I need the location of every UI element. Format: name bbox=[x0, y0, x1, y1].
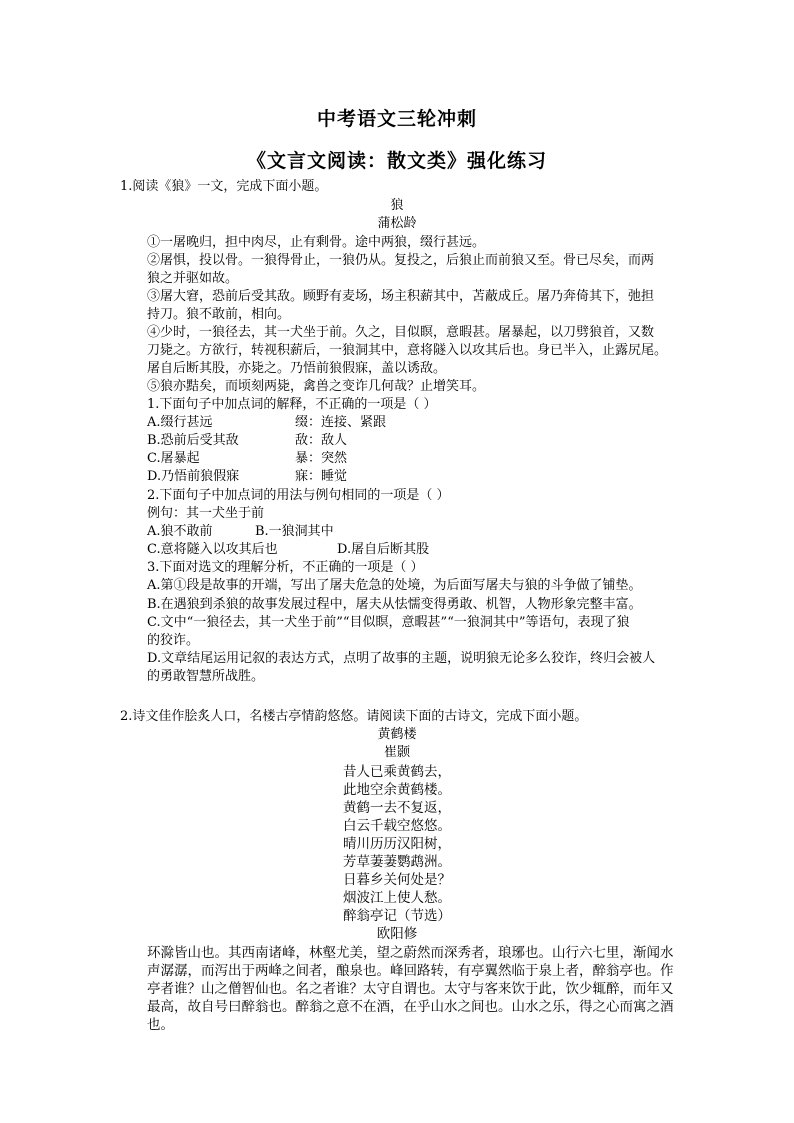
option-d-left: D.乃悟前狼假寐 bbox=[147, 469, 240, 484]
sub-question-3-stem: 3.下面对选文的理解分析，不正确的一项是（ ） bbox=[147, 560, 424, 575]
poem-line: 日暮乡关何处是？ bbox=[343, 872, 451, 888]
poem-line: 此地空余黄鹤楼。 bbox=[343, 782, 451, 798]
essay-line: 亭者谁？山之僧智仙也。名之者谁？太守自谓也。太守与客来饮于此，饮少辄醉，而年又 bbox=[147, 981, 674, 997]
paragraph-line: 狼之并驱如故。 bbox=[147, 271, 239, 286]
poem-line: 晴川历历汉阳树， bbox=[343, 836, 451, 852]
essay-title: 醉翁亭记（节选） bbox=[343, 908, 451, 924]
option-line: B.在遇狼到杀狼的故事发展过程中，屠夫从怯懦变得勇敢、机智，人物形象完整丰富。 bbox=[147, 597, 642, 612]
option-c-left: C.屠暴起 bbox=[147, 451, 200, 466]
sub-question-2-stem: 2.下面句子中加点词的用法与例句相同的一项是（ ） bbox=[147, 488, 450, 503]
paragraph-line: 屠自后断其股，亦毙之。乃悟前狼假寐，盖以诱敌。 bbox=[147, 361, 447, 376]
page-subtitle: 《文言文阅读：散文类》强化练习 bbox=[246, 150, 547, 172]
option-a: A.狼不敢前 bbox=[147, 524, 213, 539]
paragraph-line: ②屠惧，投以骨。一狼得骨止，一狼仍从。复投之，后狼止而前狼又至。骨已尽矣，而两 bbox=[147, 253, 655, 268]
poem-line: 烟波江上使人愁。 bbox=[343, 890, 451, 906]
option-b: B.一狼洞其中 bbox=[255, 524, 334, 539]
option-a-left: A.缀行甚远 bbox=[147, 415, 213, 430]
option-c: C.意将隧入以攻其后也 bbox=[147, 542, 278, 557]
essay-author: 欧阳修 bbox=[376, 926, 418, 942]
paragraph-line: ①一屠晚归，担中肉尽，止有剩骨。途中两狼，缀行甚远。 bbox=[147, 235, 486, 250]
option-line: D.文章结尾运用记叙的表达方式，点明了故事的主题，说明狼无论多么狡诈，终归会被人 bbox=[147, 651, 656, 666]
poem-line: 黄鹤一去不复返， bbox=[343, 800, 451, 816]
option-a-right: 缀：连接、紧跟 bbox=[295, 415, 387, 430]
option-b-right: 敌：敌人 bbox=[295, 433, 348, 448]
option-b-left: B.恐前后受其敌 bbox=[147, 433, 239, 448]
paragraph-line: ③屠大窘，恐前后受其敌。顾野有麦场，场主积薪其中，苫蔽成丘。屠乃奔倚其下，弛担 bbox=[147, 289, 655, 304]
option-line: A.第①段是故事的开端，写出了屠夫危急的处境，为后面写屠夫与狼的斗争做了铺垫。 bbox=[147, 578, 642, 593]
option-line: 的狡诈。 bbox=[147, 633, 200, 648]
example-sentence: 例句：其一犬坐于前 bbox=[147, 506, 265, 521]
essay-line: 最高，故自号曰醉翁也。醉翁之意不在酒，在乎山水之间也。山水之乐，得之心而寓之酒 bbox=[147, 999, 674, 1015]
poem-line: 芳草萋萋鹦鹉洲。 bbox=[343, 854, 451, 870]
text-title-wolf: 狼 bbox=[390, 198, 404, 213]
essay-line: 环滁皆山也。其西南诸峰，林壑尤美，望之蔚然而深秀者，琅琊也。山行六七里，渐闻水 bbox=[147, 945, 674, 961]
paragraph-line: 刀毙之。方欲行，转视积薪后，一狼洞其中，意将隧入以攻其后也。身已半入，止露尻尾。 bbox=[147, 343, 668, 358]
essay-line: 也。 bbox=[147, 1017, 174, 1033]
text-author: 蒲松龄 bbox=[377, 216, 417, 231]
option-d-right: 寐：睡觉 bbox=[295, 469, 348, 484]
paragraph-line: ⑤狼亦黠矣，而顷刻两毙，禽兽之变诈几何哉？止增笑耳。 bbox=[147, 379, 486, 394]
sub-question-1-stem: 1.下面句子中加点词的解释，不正确的一项是（ ） bbox=[147, 397, 437, 412]
paragraph-line: ④少时，一狼径去，其一犬坐于前。久之，目似瞑，意暇甚。屠暴起，以刀劈狼首，又数 bbox=[147, 325, 655, 340]
poem-author: 崔颢 bbox=[383, 745, 410, 760]
question-2-intro: 2.诗文佳作脍炙人口，名楼古亭情韵悠悠。请阅读下面的古诗文，完成下面小题。 bbox=[120, 709, 588, 724]
paragraph-line: 持刀。狼不敢前，相向。 bbox=[147, 307, 291, 322]
page-title: 中考语文三轮冲刺 bbox=[316, 108, 477, 130]
poem-line: 白云千载空悠悠。 bbox=[343, 818, 451, 834]
essay-line: 声潺潺，而泻出于两峰之间者，酿泉也。峰回路转，有亭翼然临于泉上者，醉翁亭也。作 bbox=[147, 963, 674, 979]
poem-title: 黄鹤楼 bbox=[377, 727, 417, 742]
option-d: D.屠自后断其股 bbox=[337, 542, 430, 557]
poem-line: 昔人已乘黄鹤去， bbox=[343, 764, 451, 780]
question-1-intro: 1.阅读《狼》一文，完成下面小题。 bbox=[120, 179, 328, 194]
option-c-right: 暴：突然 bbox=[295, 451, 348, 466]
option-line: C.文中“一狼径去，其一犬坐于前”“目似瞑，意暇甚”“一狼洞其中”等语句，表现了狼 bbox=[147, 615, 630, 630]
option-line: 的勇敢智慧所战胜。 bbox=[147, 669, 265, 684]
